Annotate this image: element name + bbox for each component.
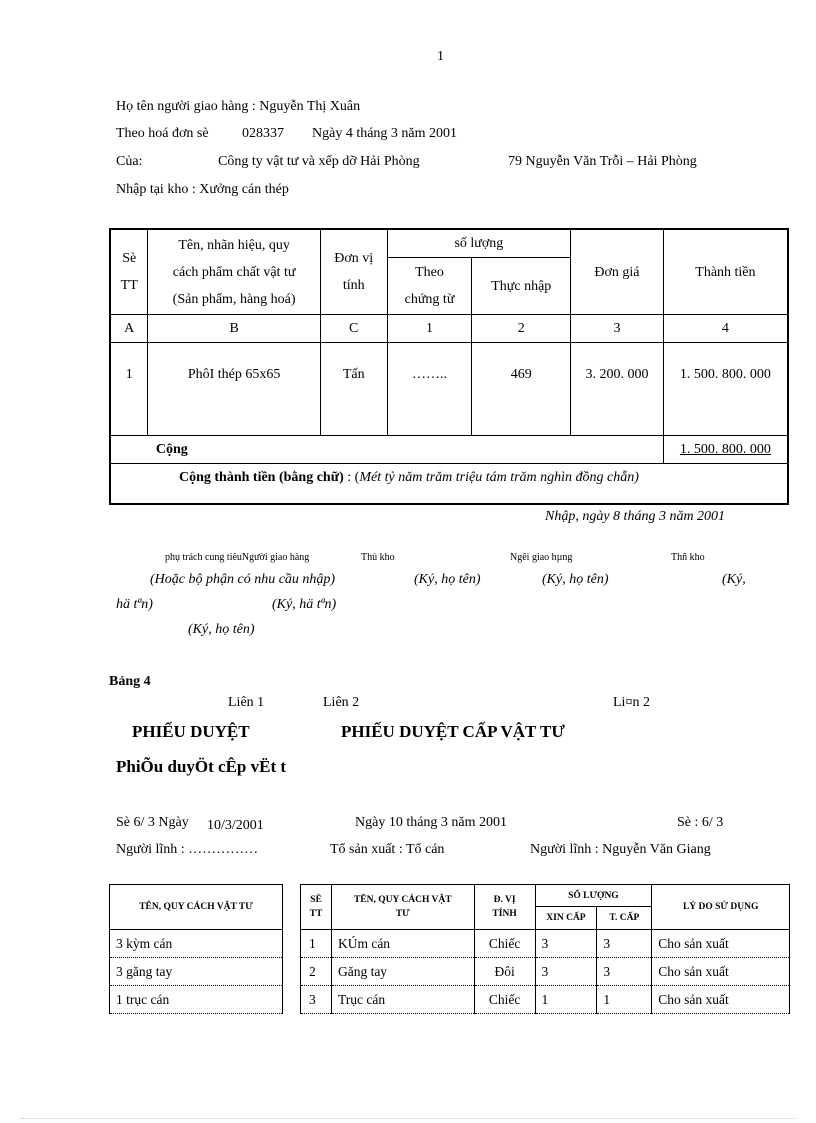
code-cell: A [110,315,148,343]
sig-note-6: (Ký, hä tªn) [272,597,337,612]
col-requested-header: XIN CẤP [535,907,597,930]
code-cell: 1 [387,315,472,343]
sig-role-2: Thủ kho [361,552,395,563]
sig-note-5: hä tªn) [116,597,153,612]
invoice-number: 028337 [242,126,284,141]
col-issued-header: T. CẤP [597,907,652,930]
col-quantity-header: số lượng [387,229,570,258]
form-title-garbled: PhiÕu duyÖt cÊp vËt t [116,757,287,776]
page-number: 1 [437,49,444,64]
sig-note-4: (Ký, [722,572,746,587]
table-row: 3 Trục cán Chiếc 1 1 Cho sản xuất [301,986,790,1014]
form-title-short: PHIẾU DUYỆT [132,722,250,741]
warehouse-line: Nhập tại kho : Xưởng cán thép [116,182,289,197]
copy-label-2: Liên 2 [323,695,360,710]
col-quantity-header: SỐ LƯỢNG [535,885,652,907]
of-label: Của: [116,154,143,169]
left-items-header: TÊN, QUY CÁCH VẬT TƯ [110,885,283,930]
sum-label: Cộng [148,436,663,464]
page-bottom-divider [20,1118,796,1119]
slip-date: Ngày 10 tháng 3 năm 2001 [355,815,508,830]
row-unit: Tấn [320,343,387,436]
form-title: PHIẾU DUYỆT CẤP VẬT TƯ [341,722,565,741]
code-cell: C [320,315,387,343]
sig-note-3: (Ký, họ tên) [542,572,609,587]
sum-total: 1. 500. 800. 000 [663,436,788,464]
invoice-label: Theo hoá đơn sè [116,126,209,141]
col-total-header: Thành tiền [663,229,788,315]
col-unit-header: Đ. VỊ TÍNH [474,885,535,930]
left-item: 1 trục cán [110,986,283,1014]
sig-role-1: phụ trách cung tiêuNgười giao hàng [165,552,310,563]
left-item: 3 kỳm cán [110,930,283,958]
row-total: 1. 500. 800. 000 [663,343,788,436]
row-name: PhôI thép 65x65 [148,343,320,436]
table-row: 1 KÚm cán Chiếc 3 3 Cho sản xuất [301,930,790,958]
row-stt: 1 [110,343,148,436]
total-in-words: Cộng thành tiền (bằng chữ) : (Mét tỷ năm trăm triệu tám trăm nghìn đồng chẵn) [110,464,788,504]
table-caption: Bảng 4 [109,674,151,689]
left-item: 3 găng tay [110,958,283,986]
col-price-header: Đơn giá [571,229,664,315]
col-reason-header: LÝ DO SỬ DỤNG [652,885,790,930]
company-name: Công ty vật tư và xếp dỡ Hải Phòng [218,154,420,169]
company-address: 79 Nguyễn Văn Trỗi – Hải Phòng [508,154,697,169]
copy-label-3: Li¤n 2 [613,695,650,710]
col-name-header: TÊN, QUY CÁCH VẬT TƯ [331,885,474,930]
col-unit-header: Đơn vị tính [320,229,387,315]
left-items-table [109,884,283,1014]
slip-number-left: Sè 6/ 3 Ngày [116,815,189,830]
slip-date-left: 10/3/2001 [207,818,264,833]
col-stt-header: Sè TT [110,229,148,315]
receipt-table [109,228,789,505]
slip-number-right: Sè : 6/ 3 [677,815,724,830]
code-cell: B [148,315,320,343]
code-cell: 4 [663,315,788,343]
sig-note-7: (Ký, họ tên) [188,622,255,637]
row-price: 3. 200. 000 [571,343,664,436]
row-doc-qty: …….. [387,343,472,436]
receipt-date: Nhập, ngày 8 tháng 3 năm 2001 [545,509,726,524]
col-actual-qty-header: Thực nhập [472,258,571,315]
code-cell: 3 [571,315,664,343]
table-row: 2 Găng tay Đôi 3 3 Cho sản xuất [301,958,790,986]
col-name-header: Tên, nhãn hiệu, quy cách phẩm chất vật tư (Sản phẩm, hàng hoá) [148,229,320,315]
sig-role-3: Ngêi giao hµng [510,552,573,563]
receiver-right: Người lĩnh : Nguyễn Văn Giang [530,842,711,857]
invoice-date: Ngày 4 tháng 3 năm 2001 [312,126,458,141]
sig-note-1: (Hoặc bộ phận có nhu cầu nhập) [150,572,336,587]
receiver-left: Người lĩnh : …………… [116,842,259,857]
deliverer-line: Họ tên người giao hàng : Nguyễn Thị Xuân [116,99,361,114]
col-doc-qty-header: Theo chứng từ [387,258,472,315]
production-team: Tổ sản xuất : Tổ cán [330,842,445,857]
code-cell: 2 [472,315,571,343]
sig-role-4: Thñ kho [671,552,705,563]
approval-table [300,884,790,1014]
copy-label-1: Liên 1 [228,695,265,710]
col-stt-header: SÈ TT [301,885,332,930]
row-actual-qty: 469 [472,343,571,436]
sig-note-2: (Ký, họ tên) [414,572,481,587]
